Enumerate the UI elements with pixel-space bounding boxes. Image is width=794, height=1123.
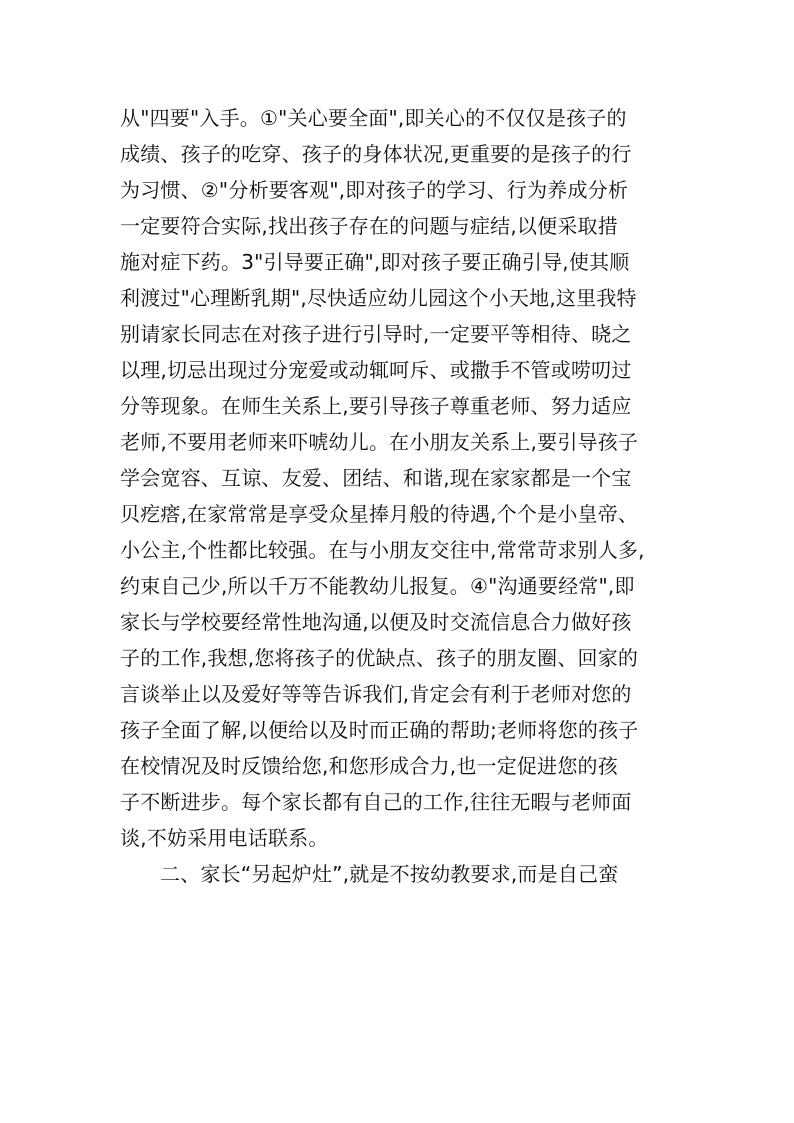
text-line-8: 以理,切忌出现过分宠爱或动辄呵斥、或撒手不管或唠叨过 xyxy=(120,358,632,382)
text-line-5: 施对症下药。3"引导要正确",即对孩子要正确引导,使其顺 xyxy=(120,250,630,274)
text-line-21: 谈,不妨采用电话联系。 xyxy=(120,826,329,850)
text-line-14: 约束自己少,所以千万不能教幼儿报复。④"沟通要经常",即 xyxy=(120,574,635,598)
text-line-3: 为习惯、②"分析要客观",即对孩子的学习、行为养成分析 xyxy=(120,178,629,202)
text-line-6: 利渡过"心理断乳期",尽快适应幼儿园这个小天地,这里我特 xyxy=(120,286,637,310)
text-line-9: 分等现象。在师生关系上,要引导孩子尊重老师、努力适应 xyxy=(120,394,632,418)
text-line-18: 孩子全面了解,以便给以及时而正确的帮助;老师将您的孩子 xyxy=(120,718,639,742)
section-heading-line: 二、家长“另起炉灶”,就是不按幼教要求,而是自己蛮 xyxy=(160,862,619,886)
text-line-13: 小公主,个性都比较强。在与小朋友交往中,常常苛求别人多, xyxy=(120,538,645,562)
text-line-10: 老师,不要用老师来吓唬幼儿。在小朋友关系上,要引导孩子 xyxy=(120,430,639,454)
text-line-7: 别请家长同志在对孩子进行引导时,一定要平等相待、晓之 xyxy=(120,322,632,346)
text-line-16: 子的工作,我想,您将孩子的优缺点、孩子的朋友圈、回家的 xyxy=(120,646,639,670)
text-line-17: 言谈举止以及爱好等等告诉我们,肯定会有利于老师对您的 xyxy=(120,682,632,706)
text-line-11: 学会宽容、互谅、友爱、团结、和谐,现在家家都是一个宝 xyxy=(120,466,632,490)
text-line-20: 子不断进步。每个家长都有自己的工作,往往无暇与老师面 xyxy=(120,790,632,814)
text-line-2: 成绩、孩子的吃穿、孩子的身体状况,更重要的是孩子的行 xyxy=(120,142,632,166)
text-line-19: 在校情况及时反馈给您,和您形成合力,也一定促进您的孩 xyxy=(120,754,618,778)
document-body xyxy=(120,100,690,892)
text-line-1: 从"四要"入手。①"关心要全面",即关心的不仅仅是孩子的 xyxy=(120,106,627,130)
text-line-15: 家长与学校要经常性地沟通,以便及时交流信息合力做好孩 xyxy=(120,610,632,634)
text-line-4: 一定要符合实际,找出孩子存在的问题与症结,以便采取措 xyxy=(120,214,618,238)
text-line-12: 贝疙瘩,在家常常是享受众星捧月般的待遇,个个是小皇帝、 xyxy=(120,502,639,526)
